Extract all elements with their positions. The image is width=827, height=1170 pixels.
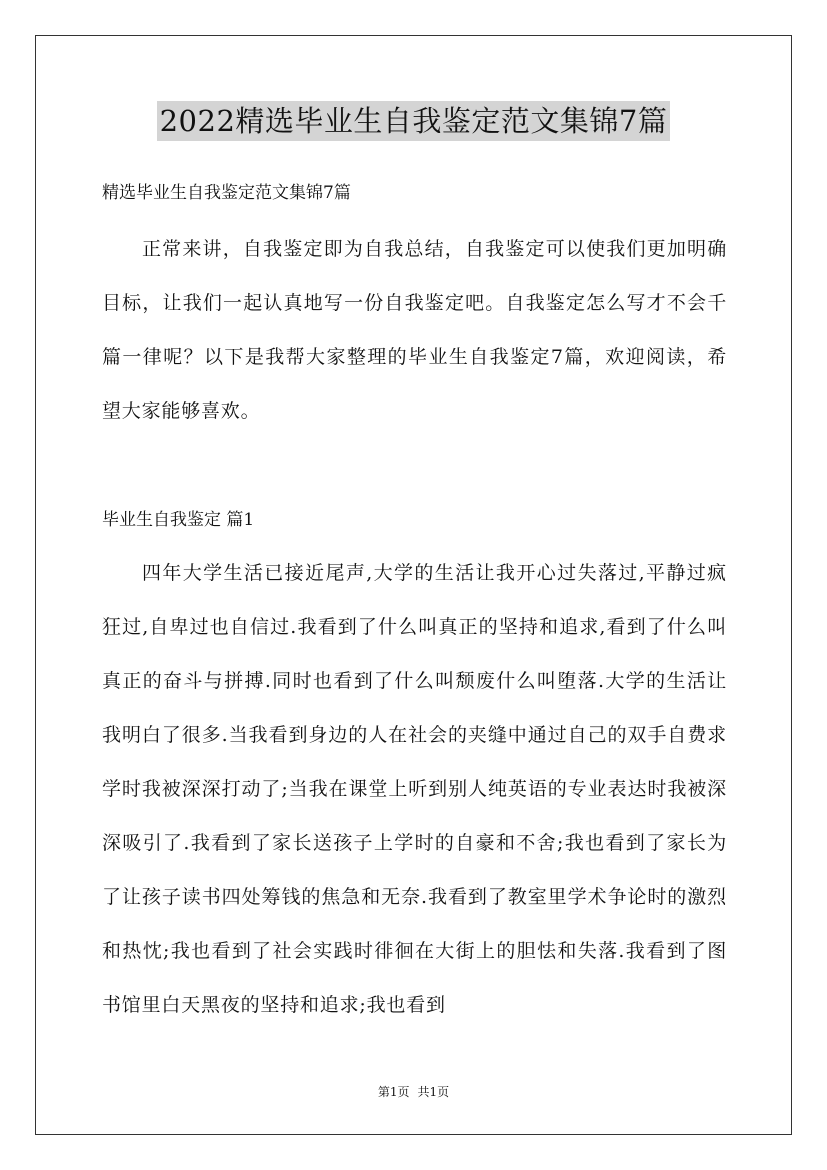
page-footer: [0, 1084, 827, 1100]
page-total: 共1页: [417, 1085, 450, 1099]
document-title: 2022精选毕业生自我鉴定范文集锦7篇: [157, 101, 671, 141]
title-container: [0, 101, 827, 141]
intro-paragraph: 正常来讲，自我鉴定即为自我总结，自我鉴定可以使我们更加明确目标，让我们一起认真地写一份自我鉴定吧。自我鉴定怎么写才不会千篇一律呢？以下是我帮大家整理的毕业生自我鉴定7篇，欢迎阅读，希望大家能够喜欢。: [102, 238, 727, 422]
section-heading: 毕业生自我鉴定 篇1: [102, 510, 255, 530]
document-subtitle: 精选毕业生自我鉴定范文集锦7篇: [102, 183, 351, 203]
body-paragraph: 四年大学生活已接近尾声,大学的生活让我开心过失落过,平静过疯狂过,自卑过也自信过.我看到了什么叫真正的坚持和追求,看到了什么叫真正的奋斗与拼搏.同时也看到了什么叫颓废什么叫堕落.大学的生活让我明白了很多.当我看到身边的人在社会的夹缝中通过自己的双手自费求学时我被深深打动了;当我在课堂上听到别人纯英语的专业表达时我被深深吸引了.我看到了家长送孩子上学时的自豪和不舍;我也看到了家长为了让孩子读书四处筹钱的焦急和无奈.我看到了教室里学术争论时的激烈和热忱;我也看到了社会实践时徘徊在大街上的胆怯和失落.我看到了图书馆里白天黑夜的坚持和追求;我也看到: [102, 562, 727, 1016]
page-number: 第1页: [377, 1085, 410, 1099]
